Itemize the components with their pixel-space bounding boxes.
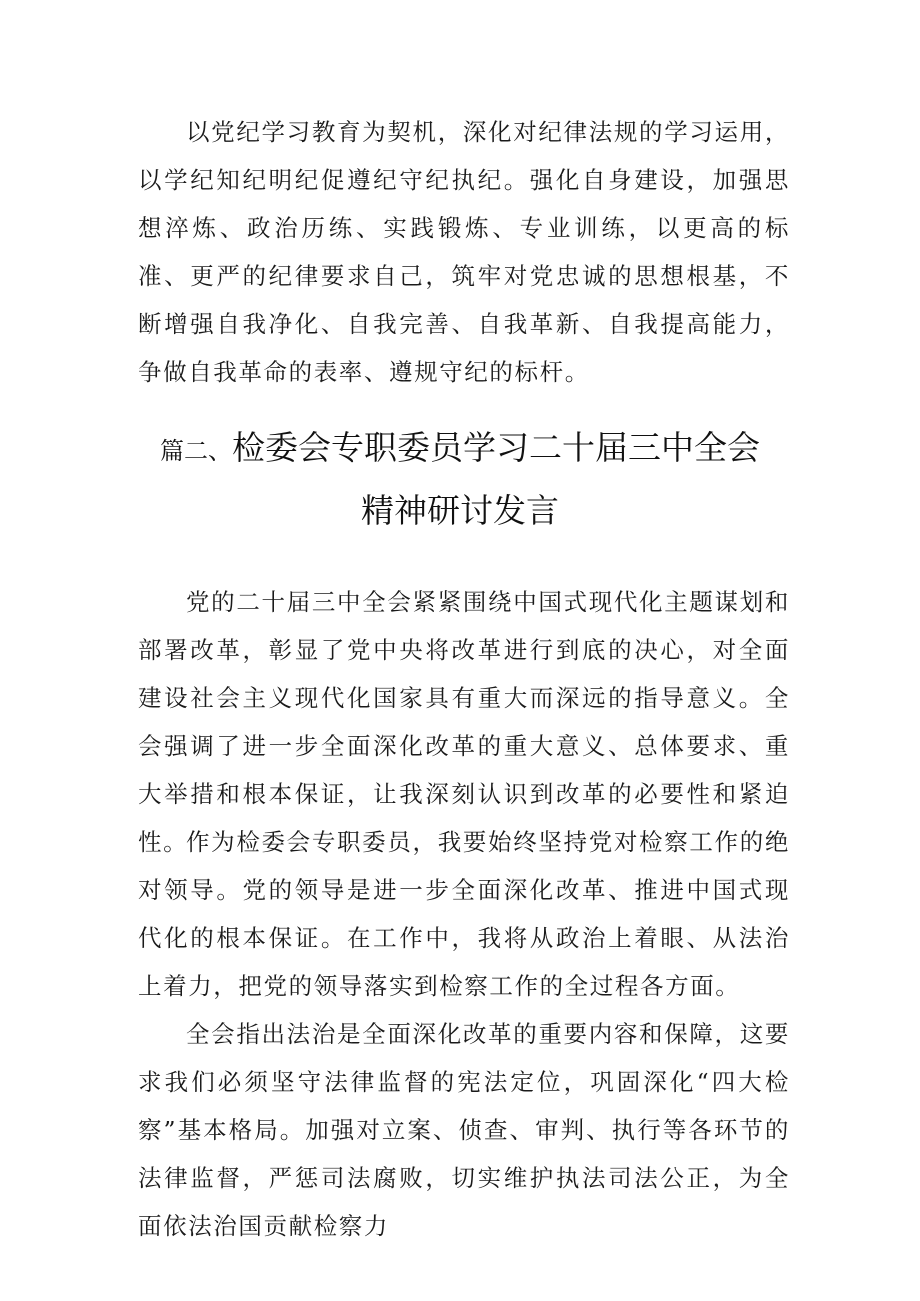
heading-text-1: 检委会专职委员学习二十届三中全会 <box>232 428 760 467</box>
heading-line-1 <box>120 418 800 481</box>
section-heading <box>120 418 800 541</box>
body-paragraph-3: 作为检委会专职委员，我要始终坚持党对检察工作的绝对领导。党的领导是进一步全面深化改革、推进中国式现代化的根本保证。在工作中，我将从政治上着眼、从法治上着力，把党的领导落实到检察工作的全过程各方面。 <box>138 828 790 1000</box>
heading-line-2: 精神研讨发言 <box>361 491 559 530</box>
body-paragraph-4: 全会指出法治是全面深化改革的重要内容和保障，这要求我们必须坚守法律监督的宪法定位，巩固深化“四大检察”基本格局。加强对立案、侦查、审判、执行等各环节的法律监督，严惩司法腐败，切实维护执法司法公正，为全面依法治国贡献检察力 <box>138 1020 790 1240</box>
body-paragraph-1: 以党纪学习教育为契机，深化对纪律法规的学习运用，以学纪知纪明纪促遵纪守纪执纪。强化自身建设，加强思想淬炼、政治历练、实践锻炼、专业训练，以更高的标准、更严的纪律要求自己，筑牢对党忠诚的思想根基，不断增强自我净化、自我完善、自我革新、自我提高能力，争做自我革命的表率、遵规守纪的标杆。 <box>138 118 790 386</box>
body-paragraph-2: 党的二十届三中全会紧紧围绕中国式现代化主题谋划和部署改革，彰显了党中央将改革进行到底的决心，对全面建设社会主义现代化国家具有重大而深远的指导意义。全会强调了进一步全面深化改革的重大意义、总体要求、重大举措和根本保证，让我深刻认识到改革的必要性和紧迫性。 <box>138 588 790 856</box>
heading-prefix: 篇二、 <box>160 437 232 465</box>
